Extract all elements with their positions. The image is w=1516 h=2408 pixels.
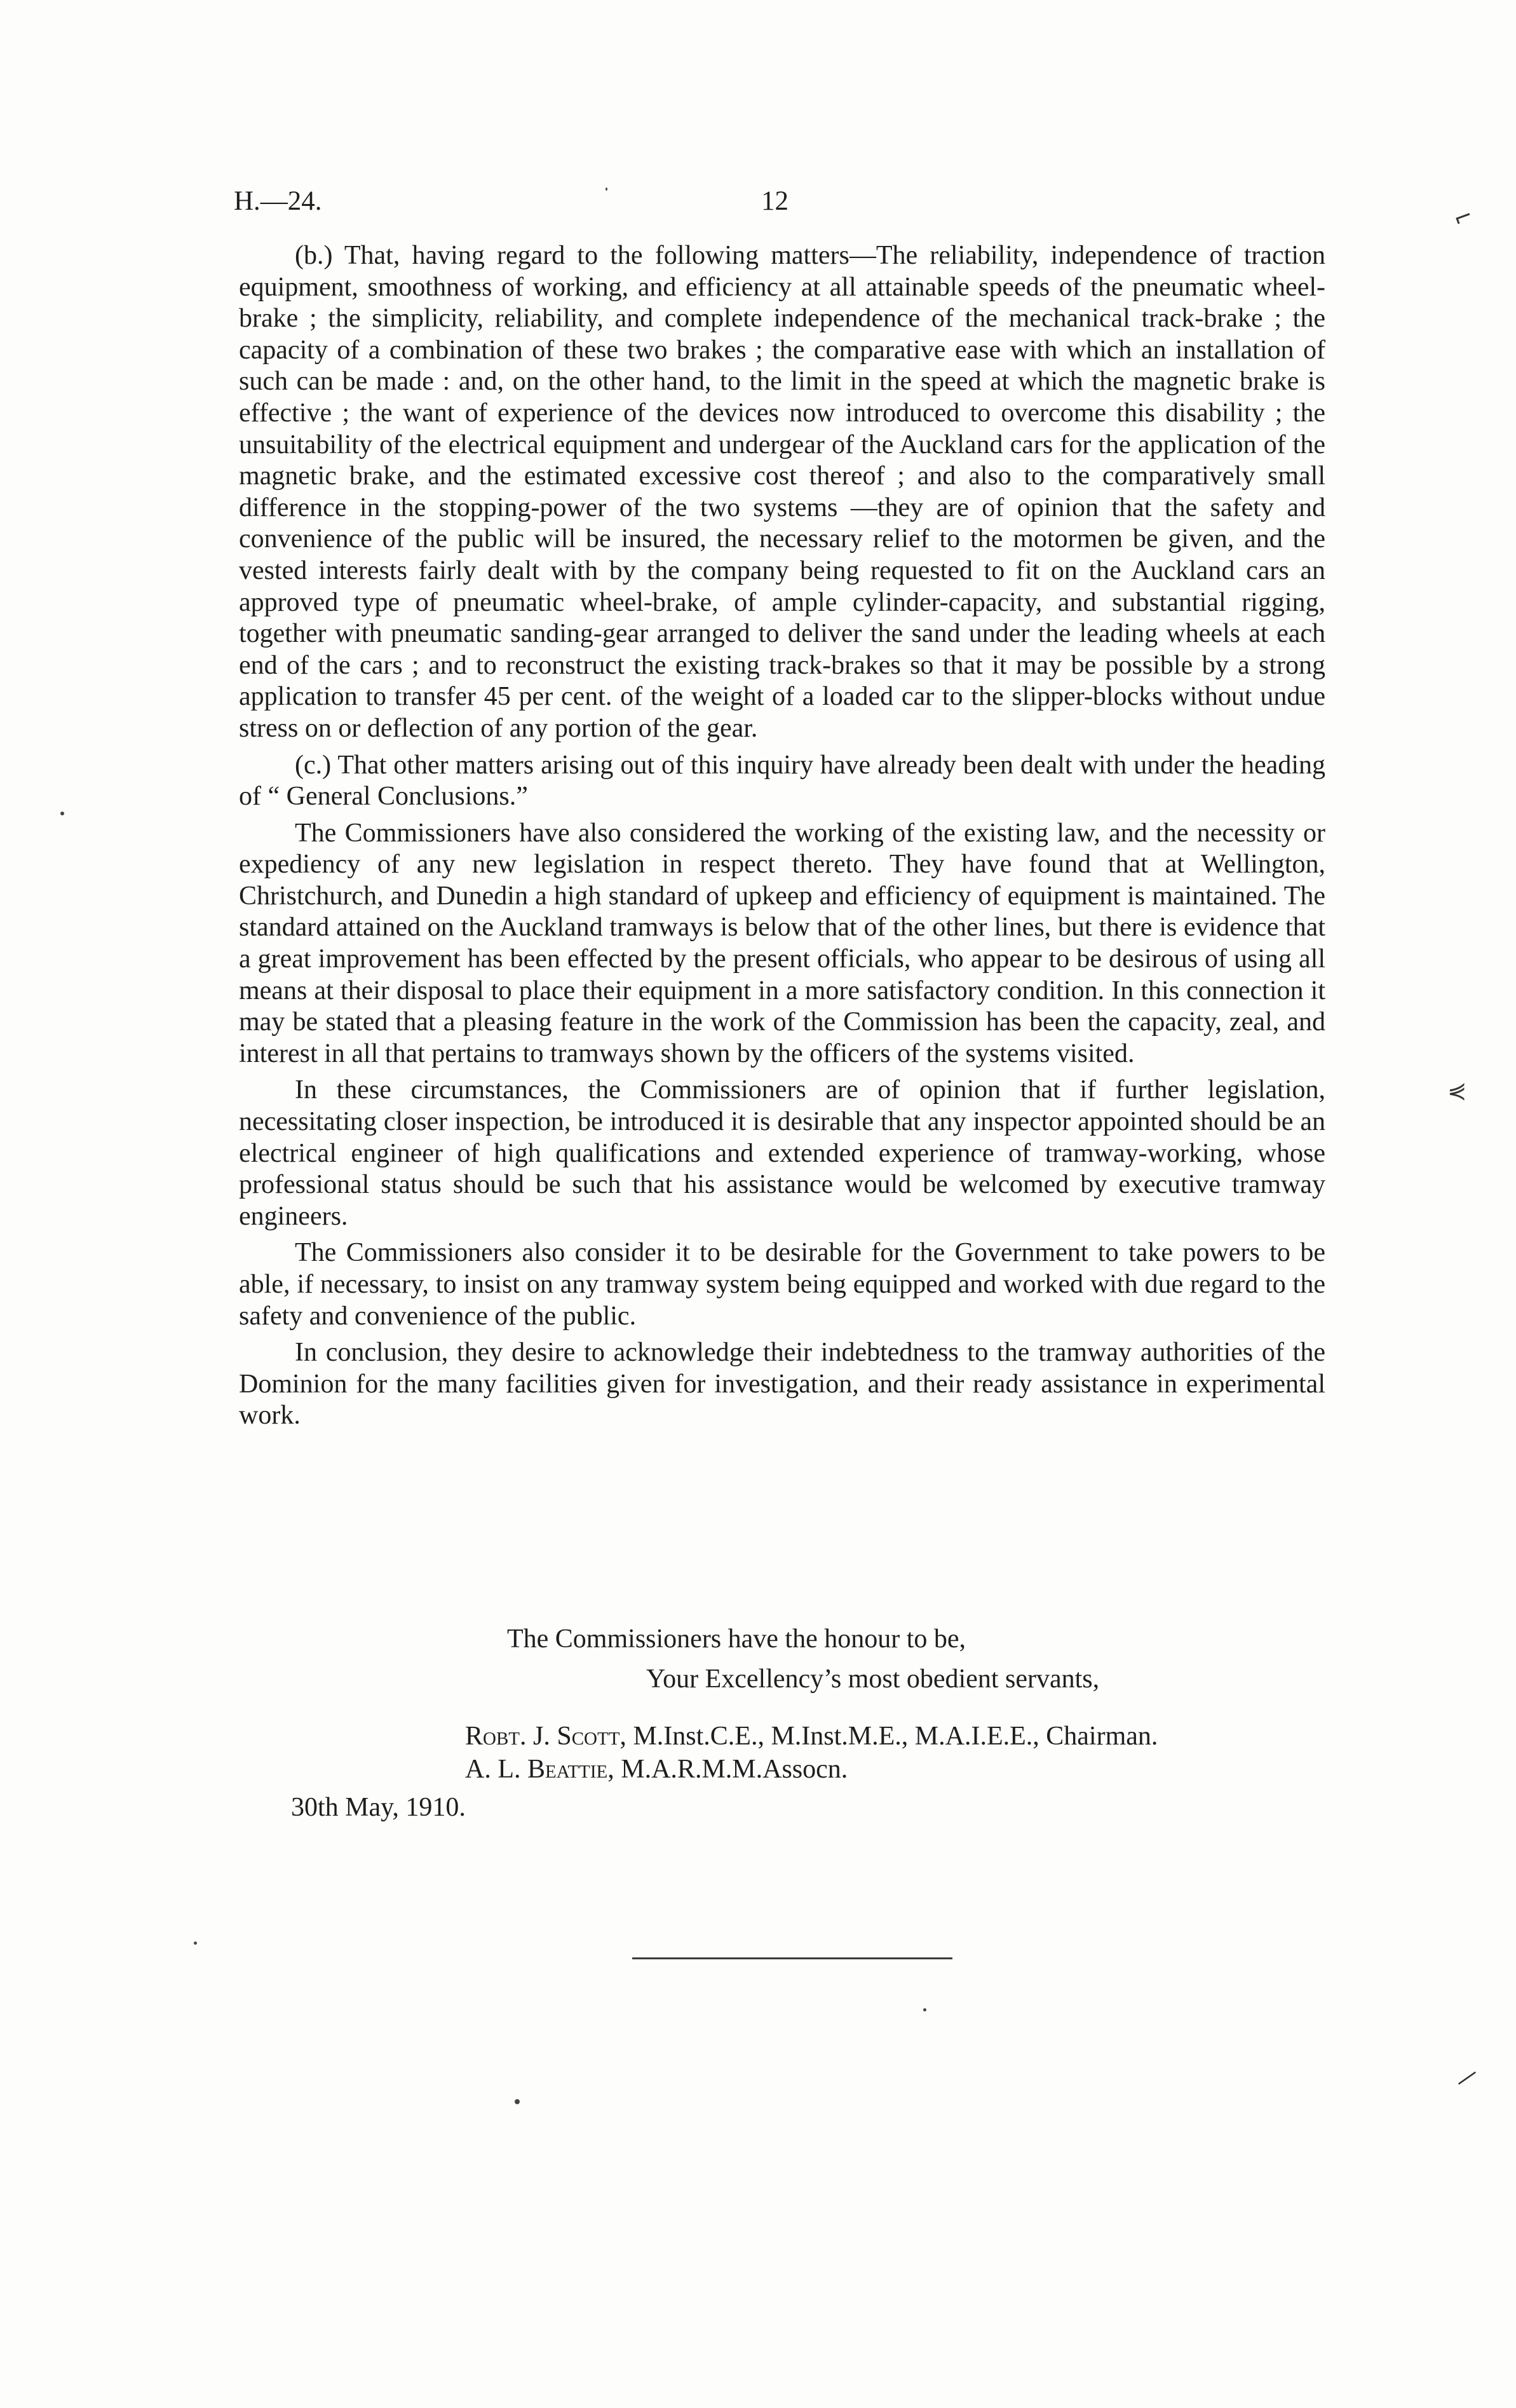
paragraph-conclusion: In conclusion, they desire to acknowledge their indebtedness to the tramway authorities of the Dominion for the many facilities given for investigation, and their ready assistance in experimental work. bbox=[239, 1338, 1325, 1431]
document-date: 30th May, 1910. bbox=[291, 1793, 466, 1822]
paragraph-legislation: In these circumstances, the Commissioners are of opinion that if further legislation, necessitating closer inspection, be introduced it is desirable that any inspector appointed should be an electrical engineer of high qualifications and extended experience of tramway-working, whose professional status should be such that his assistance would be welcomed by executive tramway engineers. bbox=[239, 1075, 1325, 1231]
print-speck bbox=[923, 2008, 926, 2011]
paragraph-b: (b.) That, having regard to the following matters—The reliability, independence of traction equipment, smoothness of working, and efficiency at all attainable speeds of the pneumatic wheel-brake ; the simplicity, reliability, and complete independence of the mechanical track-brake ; the capacity of a combination of these two brakes ; the comparative ease with which an installation of such can be made : and, on the other hand, to the limit in the speed at which the magnetic brake is effective ; the want of experience of the devices now introduced to overcome this disability ; the unsuitability of the electrical equipment and undergear of the Auckland cars for the application of the magnetic brake, and the estimated excessive cost thereof ; and also to the comparatively small difference in the stopping-power of the two systems —they are of opinion that the safety and convenience of the public will be insured, the necessary relief to the motormen be given, and the vested interests fairly dealt with by the company being requested to fit on the Auckland cars an approved type of pneumatic wheel-brake, of ample cylinder-capacity, and substantial rigging, together with pneumatic sanding-gear arranged to deliver the sand under the leading wheels at each end of the cars ; and to reconstruct the existing track-brakes so that it may be possible by a strong application to transfer 45 per cent. of the weight of a loaded car to the slipper-blocks without undue stress on or deflection of any portion of the gear. bbox=[239, 241, 1325, 743]
closing-line: The Commissioners have the honour to be, bbox=[507, 1624, 966, 1654]
signature-line bbox=[465, 1720, 1158, 1753]
paragraph-government-powers: The Commissioners also consider it to be desirable for the Government to take powers to be able, if necessary, to insist on any tramway system being equipped and worked with due regard to the safety and convenience of the public. bbox=[239, 1238, 1325, 1331]
document-reference: H.—24. bbox=[234, 186, 322, 216]
margin-mark-icon: ⌐ bbox=[1449, 202, 1477, 233]
margin-mark-icon: ⋞ bbox=[1447, 1078, 1467, 1104]
paragraph-c: (c.) That other matters arising out of this inquiry have already been dealt with under the heading of “ General Conclusions.” bbox=[239, 750, 1325, 812]
signatory-name: A. L. Beattie, bbox=[465, 1755, 614, 1784]
signatory-name: Robt. J. Scott, bbox=[465, 1722, 626, 1751]
print-speck bbox=[194, 1942, 197, 1945]
signatory-credentials: M.Inst.C.E., M.Inst.M.E., M.A.I.E.E., Chairman. bbox=[633, 1722, 1158, 1751]
margin-mark-icon: — bbox=[1449, 2060, 1484, 2095]
signature-line bbox=[465, 1753, 1158, 1786]
paragraph-existing-law: The Commissioners have also considered the working of the existing law, and the necessity or expediency of any new legislation in respect thereto. They have found that at Wellington, Christchurch, and Dunedin a high standard of upkeep and efficiency of equipment is maintained. The standard attained on the Auckland tramways is below that of the other lines, but there is evidence that a great improvement has been effected by the present officials, who appear to be desirous of using all means at their disposal to place their equipment in a more satisfactory condition. In this connection it may be stated that a pleasing feature in the work of the Commission has been the capacity, zeal, and interest in all that pertains to tramways shown by the officers of the systems visited. bbox=[239, 818, 1325, 1068]
signature-block bbox=[465, 1720, 1158, 1786]
body-text bbox=[239, 240, 1325, 1437]
print-speck bbox=[606, 187, 607, 191]
print-speck bbox=[60, 812, 64, 815]
page-number: 12 bbox=[761, 186, 788, 216]
valediction: Your Excellency’s most obedient servants, bbox=[646, 1664, 1100, 1694]
closing-rule bbox=[632, 1957, 952, 1959]
print-speck bbox=[515, 2099, 520, 2104]
signatory-credentials: M.A.R.M.M.Assocn. bbox=[621, 1755, 848, 1784]
page-header bbox=[234, 186, 1324, 230]
